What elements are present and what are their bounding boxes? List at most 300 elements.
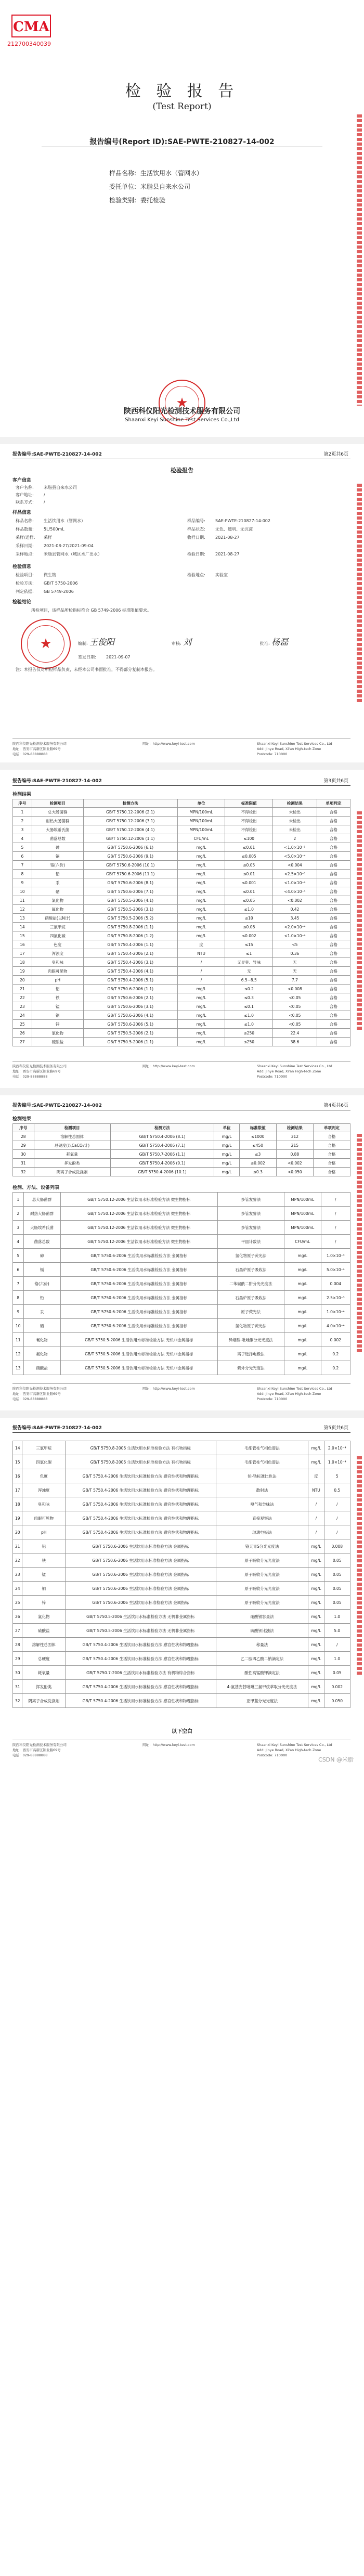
table-cell: 15	[13, 1455, 22, 1469]
table-cell: 29	[13, 1141, 34, 1150]
table-row	[13, 1497, 350, 1511]
table-cell: GB/T 5750.5-2006 生活饮用水标准检验方法 无机非金属指标	[60, 1347, 217, 1361]
table-cell: 0.05	[324, 1582, 350, 1596]
table-cell: GB/T 5750.6-2006 生活饮用水标准检验方法 金属指标	[65, 1596, 216, 1610]
table-cell: GB/T 5750.4-2006 (8.1)	[110, 1132, 214, 1141]
column-header: 检测结果	[276, 1124, 313, 1132]
table-cell: ≤1.0	[225, 1020, 273, 1029]
table-cell: GB/T 5750.4-2006 (10.1)	[110, 1168, 214, 1176]
table-row	[13, 1333, 350, 1347]
table-cell: 1.0	[324, 1610, 350, 1624]
table-row	[13, 834, 350, 843]
table-cell: GB/T 5750.5-2006 (1.1)	[83, 1038, 177, 1046]
column-header: 标准限值	[239, 1124, 276, 1132]
table-cell: 22.4	[273, 1029, 317, 1038]
star-icon: ★	[40, 636, 52, 652]
table-cell: GB/T 5750.4-2006 (2.1)	[83, 949, 177, 958]
table-cell: GB/T 5750.5-2006 生活饮用水标准检验方法 无机非金属指标	[60, 1333, 217, 1347]
table-cell: 22	[13, 1554, 22, 1568]
table-row	[13, 1132, 350, 1141]
star-icon: ★	[176, 395, 188, 411]
table-cell: mg/L	[284, 1291, 321, 1305]
table-cell: 原子吸收分光光度法	[216, 1568, 308, 1582]
table-cell: 5	[13, 843, 32, 852]
table-cell: 31	[13, 1680, 22, 1694]
table-cell: 0.05	[324, 1568, 350, 1582]
table-cell: 0.2	[321, 1347, 350, 1361]
table-cell: 臭和味	[32, 958, 83, 967]
table-cell: 铬天青S分光光度法	[216, 1539, 308, 1554]
table-cell: 11	[13, 896, 32, 905]
table-cell: 原子吸收分光光度法	[216, 1554, 308, 1568]
table-cell: mg/L	[177, 1002, 225, 1011]
table-row	[13, 1554, 350, 1568]
table-cell: pH	[22, 1525, 66, 1539]
table-cell: 多管发酵法	[217, 1221, 284, 1235]
table-cell: GB/T 5750.6-2006 (9.1)	[83, 852, 177, 861]
table-cell: 合格	[317, 958, 350, 967]
table-cell: 毛细管柱气相色谱法	[216, 1455, 308, 1469]
table-cell: <5	[273, 940, 317, 949]
table-cell: 铝	[22, 1539, 66, 1554]
table-cell: ≤3	[239, 1150, 276, 1159]
table-cell: mg/L	[177, 852, 225, 861]
table-cell: 锰	[32, 1002, 83, 1011]
table-cell: 铅	[23, 1291, 60, 1305]
table-cell: 硝酸盐(以N计)	[32, 914, 83, 923]
table-cell: ≤0.01	[225, 887, 273, 896]
table-cell: 18	[13, 1497, 22, 1511]
table-cell: 锰	[22, 1568, 66, 1582]
table-cell: 肉眼可见物	[22, 1511, 66, 1525]
table-cell: ≤1.0	[225, 905, 273, 914]
table-cell: GB/T 5750.4-2006 生活饮用水标准检验方法 感官性状和物理指标	[65, 1497, 216, 1511]
table-cell: 无	[273, 958, 317, 967]
seam-stamp	[357, 1134, 362, 1352]
table-cell: 原子吸收分光光度法	[216, 1582, 308, 1596]
table-cell: <0.05	[273, 1011, 317, 1020]
table-row	[13, 870, 350, 878]
page-separator	[0, 762, 364, 770]
table-row	[13, 1652, 350, 1666]
table-cell: mg/L	[284, 1333, 321, 1347]
table-cell: 31	[13, 1159, 34, 1168]
section-sample: 样品信息	[12, 510, 32, 515]
table-row	[13, 1249, 350, 1263]
table-cell: 7	[13, 861, 32, 870]
table-cell: 312	[276, 1132, 313, 1141]
table-cell: 28	[13, 1638, 22, 1652]
table-cell: mg/L	[177, 993, 225, 1002]
table-cell: <1.0×10⁻⁴	[273, 878, 317, 887]
table-cell: GB/T 5750.4-2006 生活饮用水标准检验方法 感官性状和物理指标	[65, 1680, 216, 1694]
table-cell: GB/T 5750.4-2006 (7.1)	[110, 1141, 214, 1150]
table-cell: ≤0.1	[225, 1002, 273, 1011]
table-cell: 阴离子合成洗涤剂	[34, 1168, 110, 1176]
table-cell: GB/T 5750.12-2006 生活饮用水标准检验方法 微生物指标	[60, 1221, 217, 1235]
table-cell: 镉	[32, 852, 83, 861]
table-cell: <0.05	[273, 1020, 317, 1029]
header-report-no: 报告编号:SAE-PWTE-210827-14-002	[12, 452, 102, 457]
seam-stamp	[357, 114, 362, 406]
table-row	[13, 940, 350, 949]
table-cell: mg/L	[308, 1694, 324, 1708]
table-cell: 17	[13, 949, 32, 958]
table-cell: mg/L	[177, 1029, 225, 1038]
table-row	[13, 1680, 350, 1694]
signature-reviewed: 刘	[183, 637, 192, 647]
field-key: 检验类别:	[109, 197, 137, 204]
table-cell: NTU	[308, 1483, 324, 1497]
table-cell: GB/T 5750.12-2006 生活饮用水标准检验方法 微生物指标	[60, 1235, 217, 1249]
report-remark: 注：本报告仅对所检样品负责，未经本公司书面批准，不得部分复制本报告。	[16, 667, 157, 672]
table-cell: /	[308, 1511, 324, 1525]
table-row	[13, 1305, 350, 1319]
table-cell: 合格	[317, 940, 350, 949]
table-cell: mg/L	[177, 887, 225, 896]
table-cell: 14	[13, 923, 32, 931]
table-cell: 氰化物	[23, 1333, 60, 1347]
table-cell: /	[324, 1638, 350, 1652]
table-row	[13, 1277, 350, 1291]
table-cell: 合格	[317, 870, 350, 878]
table-row	[13, 1361, 350, 1375]
column-header: 序号	[13, 799, 32, 808]
table-cell: ≤0.3	[225, 993, 273, 1002]
header-line	[12, 1432, 350, 1433]
table-row	[13, 1539, 350, 1554]
report-number: 报告编号(Report ID):SAE-PWTE-210827-14-002	[89, 138, 275, 146]
table-cell: mg/L	[308, 1680, 324, 1694]
table-cell: 平皿计数法	[217, 1235, 284, 1249]
table-cell: mg/L	[177, 905, 225, 914]
table-cell: mg/L	[308, 1455, 324, 1469]
seam-stamp	[357, 811, 362, 1030]
table-cell: mg/L	[284, 1277, 321, 1291]
table-cell: mg/L	[284, 1263, 321, 1277]
table-cell: 5	[324, 1469, 350, 1483]
table-row	[13, 967, 350, 976]
table-cell: 合格	[317, 808, 350, 817]
table-cell: GB/T 5750.7-2006 生活饮用水标准检验方法 有机物综合指标	[65, 1666, 216, 1680]
table-cell: 石墨炉原子吸收法	[217, 1291, 284, 1305]
table-row	[13, 825, 350, 834]
table-cell: mg/L	[308, 1568, 324, 1582]
table-cell: 氟化物	[23, 1347, 60, 1361]
table-cell: 铁	[32, 993, 83, 1002]
table-cell: /	[324, 1497, 350, 1511]
table-cell: 10	[13, 887, 32, 896]
section-conclusion: 检验结论	[12, 600, 32, 605]
table-cell: GB/T 5750.6-2006 (5.1)	[83, 1020, 177, 1029]
table-cell: 浑浊度	[32, 949, 83, 958]
table-cell: <0.002	[273, 896, 317, 905]
column-header: 单位	[214, 1124, 239, 1132]
table-cell: 不得检出	[225, 808, 273, 817]
table-cell: 汞	[23, 1305, 60, 1319]
table-cell: ≤0.06	[225, 923, 273, 931]
table-cell: 27	[13, 1624, 22, 1638]
table-cell: 3	[13, 825, 32, 834]
table-cell: mg/L	[284, 1249, 321, 1263]
table-row	[13, 993, 350, 1002]
table-cell: /	[177, 976, 225, 985]
table-cell: CFU/mL	[284, 1235, 321, 1249]
methods-title: 检测、方法、设备列表	[12, 1185, 60, 1190]
table-cell: GB/T 5750.8-2006 生活饮用水标准检验方法 有机物指标	[65, 1455, 216, 1469]
header-report-no: 报告编号:SAE-PWTE-210827-14-002	[12, 1103, 102, 1108]
table-cell: 19	[13, 1511, 22, 1525]
table-cell: 氢化物原子荧光法	[217, 1249, 284, 1263]
table-row	[13, 1694, 350, 1708]
table-cell: /	[321, 1193, 350, 1207]
table-cell: MPN/100mL	[177, 817, 225, 825]
signature-approved: 杨磊	[271, 637, 289, 647]
table-cell: <0.05	[273, 993, 317, 1002]
table-cell: mg/L	[284, 1361, 321, 1375]
table-cell: 大肠埃希氏菌	[32, 825, 83, 834]
table-cell: ≤1.0	[225, 1011, 273, 1020]
table-cell: 多管发酵法	[217, 1193, 284, 1207]
table-cell: ≤0.002	[225, 931, 273, 940]
table-cell: mg/L	[177, 931, 225, 940]
table-cell: 合格	[317, 861, 350, 870]
table-cell: 总大肠菌群	[23, 1193, 60, 1207]
table-cell: /	[308, 1497, 324, 1511]
table-cell: /	[321, 1221, 350, 1235]
column-header: 检测项目	[34, 1124, 110, 1132]
table-cell: 菌落总数	[32, 834, 83, 843]
table-cell: 合格	[313, 1150, 350, 1159]
table-cell: ≤0.005	[225, 852, 273, 861]
table-cell: ≤0.2	[225, 985, 273, 993]
table-cell: 6	[13, 852, 32, 861]
table-row	[13, 808, 350, 817]
table-row	[13, 958, 350, 967]
table-cell: 14	[13, 1441, 22, 1455]
table-cell: 26	[13, 1610, 22, 1624]
table-cell: mg/L	[308, 1596, 324, 1610]
table-cell: 合格	[317, 817, 350, 825]
table-row	[13, 896, 350, 905]
inspection-seal	[21, 619, 71, 669]
table-row	[13, 1596, 350, 1610]
table-cell: 耐热大肠菌群	[23, 1207, 60, 1221]
table-row	[13, 1002, 350, 1011]
table-cell: CFU/mL	[177, 834, 225, 843]
table-cell: mg/L	[308, 1638, 324, 1652]
table-cell: 总硬度	[22, 1652, 66, 1666]
table-cell: GB/T 5750.8-2006 (1.1)	[83, 923, 177, 931]
table-cell: ≤100	[225, 834, 273, 843]
table-cell: 9	[13, 1305, 24, 1319]
table-cell: 0.05	[324, 1554, 350, 1568]
page-number: 第4页共6页	[323, 1103, 348, 1108]
table-cell: 合格	[317, 905, 350, 914]
table-cell: 二苯碳酰二肼分光光度法	[217, 1277, 284, 1291]
table-cell: 亚甲蓝分光光度法	[216, 1694, 308, 1708]
table-cell: 1	[13, 1193, 24, 1207]
table-cell: GB/T 5750.6-2006 (11.1)	[83, 870, 177, 878]
table-cell: 5.0	[324, 1624, 350, 1638]
table-row	[13, 1441, 350, 1455]
table-cell: 四氯化碳	[32, 931, 83, 940]
table-cell: 耗氧量	[34, 1150, 110, 1159]
table-cell: 臭和味	[22, 1497, 66, 1511]
table-cell: mg/L	[177, 861, 225, 870]
cma-logo	[11, 15, 51, 37]
header-report-no: 报告编号:SAE-PWTE-210827-14-002	[12, 779, 102, 784]
table-cell: 3	[13, 1221, 24, 1235]
table-cell: 散射法	[216, 1483, 308, 1497]
table-cell: GB/T 5750.6-2006 (6.1)	[83, 843, 177, 852]
table-cell: ≤1000	[239, 1132, 276, 1141]
table-cell: GB/T 5750.6-2006 生活饮用水标准检验方法 金属指标	[65, 1554, 216, 1568]
table-cell: GB/T 5750.12-2006 (3.1)	[83, 817, 177, 825]
table-cell: 15	[13, 931, 32, 940]
table-cell: GB/T 5750.4-2006 生活饮用水标准检验方法 感官性状和物理指标	[65, 1652, 216, 1666]
table-cell: 22	[13, 993, 32, 1002]
table-row	[13, 914, 350, 923]
table-cell: 汞	[32, 878, 83, 887]
table-cell: 氢化物原子荧光法	[217, 1319, 284, 1333]
table-cell: /	[177, 967, 225, 976]
table-cell: mg/L	[308, 1652, 324, 1666]
table-cell: 度	[308, 1469, 324, 1483]
table-cell: mg/L	[177, 896, 225, 905]
table-cell: 无	[225, 967, 273, 976]
table-cell: 合格	[317, 1011, 350, 1020]
table-cell: ≤0.002	[239, 1159, 276, 1168]
results-table	[12, 799, 350, 1046]
table-cell: 合格	[317, 976, 350, 985]
table-cell: GB/T 5750.4-2006 (4.1)	[83, 967, 177, 976]
table-cell: 总硬度(以CaCO₃计)	[34, 1141, 110, 1150]
table-cell: ≤0.3	[239, 1168, 276, 1176]
table-row	[13, 1483, 350, 1497]
section-client: 客户信息	[12, 478, 32, 483]
table-cell: 石墨炉原子吸收法	[217, 1263, 284, 1277]
table-cell: 3.45	[273, 914, 317, 923]
table-cell: 氯化物	[32, 1029, 83, 1038]
table-cell: 耗氧量	[22, 1666, 66, 1680]
cma-text: CMA	[13, 19, 49, 35]
table-cell: 称量法	[216, 1638, 308, 1652]
table-row	[13, 1582, 350, 1596]
table-cell: 无异臭、异味	[225, 958, 273, 967]
table-cell: 四氯化碳	[22, 1455, 66, 1469]
table-row	[13, 931, 350, 940]
table-cell: 合格	[317, 878, 350, 887]
page-separator	[0, 1088, 364, 1095]
column-header: 单位	[177, 799, 225, 808]
table-cell: 0.004	[321, 1277, 350, 1291]
table-cell: /	[321, 1207, 350, 1221]
table-cell: 1.0×10⁻³	[321, 1249, 350, 1263]
conclusion-text: 所检项目，该样品所检指标符合 GB 5749-2006 标准限值要求。	[31, 608, 151, 613]
end-marker: 以下空白	[172, 1729, 192, 1734]
table-cell: 0.002	[324, 1680, 350, 1694]
table-cell: 215	[276, 1141, 313, 1150]
table-row	[13, 985, 350, 993]
table-cell: MPN/100mL	[284, 1193, 321, 1207]
table-cell: 锌	[32, 1020, 83, 1029]
table-cell: 合格	[317, 834, 350, 843]
table-cell: 合格	[313, 1132, 350, 1141]
table-cell: 8	[13, 1291, 24, 1305]
table-cell: 合格	[317, 923, 350, 931]
table-cell: 27	[13, 1038, 32, 1046]
table-row	[13, 1525, 350, 1539]
table-cell: 25	[13, 1596, 22, 1610]
table-cell: 肉眼可见物	[32, 967, 83, 976]
table-cell: 合格	[317, 1002, 350, 1011]
table-cell: 13	[13, 914, 32, 923]
table-cell: 20	[13, 976, 32, 985]
table-cell: 合格	[317, 967, 350, 976]
table-cell: 耐热大肠菌群	[32, 817, 83, 825]
table-cell: mg/L	[214, 1168, 239, 1176]
table-cell: 毛细管柱气相色谱法	[216, 1441, 308, 1455]
table-cell: GB/T 5750.5-2006 (3.1)	[83, 905, 177, 914]
section-test: 检验信息	[12, 564, 32, 569]
table-cell: GB/T 5750.6-2006 (10.1)	[83, 861, 177, 870]
table-row	[13, 1511, 350, 1525]
table-cell: 不得检出	[225, 817, 273, 825]
table-cell: 原子荧光法	[217, 1305, 284, 1319]
table-cell: GB/T 5750.6-2006 生活饮用水标准检验方法 金属指标	[65, 1582, 216, 1596]
table-cell: 铂-钴标准比色法	[216, 1469, 308, 1483]
table-cell: GB/T 5750.12-2006 (2.1)	[83, 808, 177, 817]
table-cell: 32	[13, 1694, 22, 1708]
table-cell: GB/T 5750.6-2006 生活饮用水标准检验方法 金属指标	[60, 1263, 217, 1277]
table-cell: 硝酸盐	[23, 1361, 60, 1375]
table-cell: 1.0×10⁻⁴	[321, 1305, 350, 1319]
table-row	[13, 1610, 350, 1624]
column-header: 检测项目	[32, 799, 83, 808]
table-cell: 11	[13, 1333, 24, 1347]
table-cell: 未检出	[273, 817, 317, 825]
table-cell: 多管发酵法	[217, 1207, 284, 1221]
table-cell: 32	[13, 1168, 34, 1176]
column-header: 单项判定	[317, 799, 350, 808]
table-cell: mg/L	[308, 1441, 324, 1455]
table-row	[13, 1168, 350, 1176]
table-cell: 30	[13, 1150, 34, 1159]
table-cell: 1.0	[324, 1652, 350, 1666]
page-number: 第2页共6页	[323, 452, 348, 457]
table-cell: 硫酸盐	[22, 1624, 66, 1638]
table-cell: <1.0×10⁻⁴	[273, 931, 317, 940]
table-cell: 酸性高锰酸钾滴定法	[216, 1666, 308, 1680]
table-cell: 23	[13, 1002, 32, 1011]
table-cell: mg/L	[177, 914, 225, 923]
table-row	[13, 887, 350, 896]
table-row	[13, 852, 350, 861]
table-cell: 9	[13, 878, 32, 887]
table-cell: GB/T 5750.6-2006 生活饮用水标准检验方法 金属指标	[60, 1291, 217, 1305]
table-cell: 浑浊度	[22, 1483, 66, 1497]
table-cell: GB/T 5750.8-2006 (1.2)	[83, 931, 177, 940]
field-sample	[109, 166, 203, 180]
table-cell: ≤450	[239, 1141, 276, 1150]
table-cell: GB/T 5750.4-2006 (1.1)	[83, 940, 177, 949]
table-cell: GB/T 5750.4-2006 生活饮用水标准检验方法 感官性状和物理指标	[65, 1483, 216, 1497]
table-row	[13, 1469, 350, 1483]
field-value: 米脂县自来水公司	[140, 183, 191, 190]
table-cell: 4	[13, 1235, 24, 1249]
table-cell: 度	[177, 940, 225, 949]
